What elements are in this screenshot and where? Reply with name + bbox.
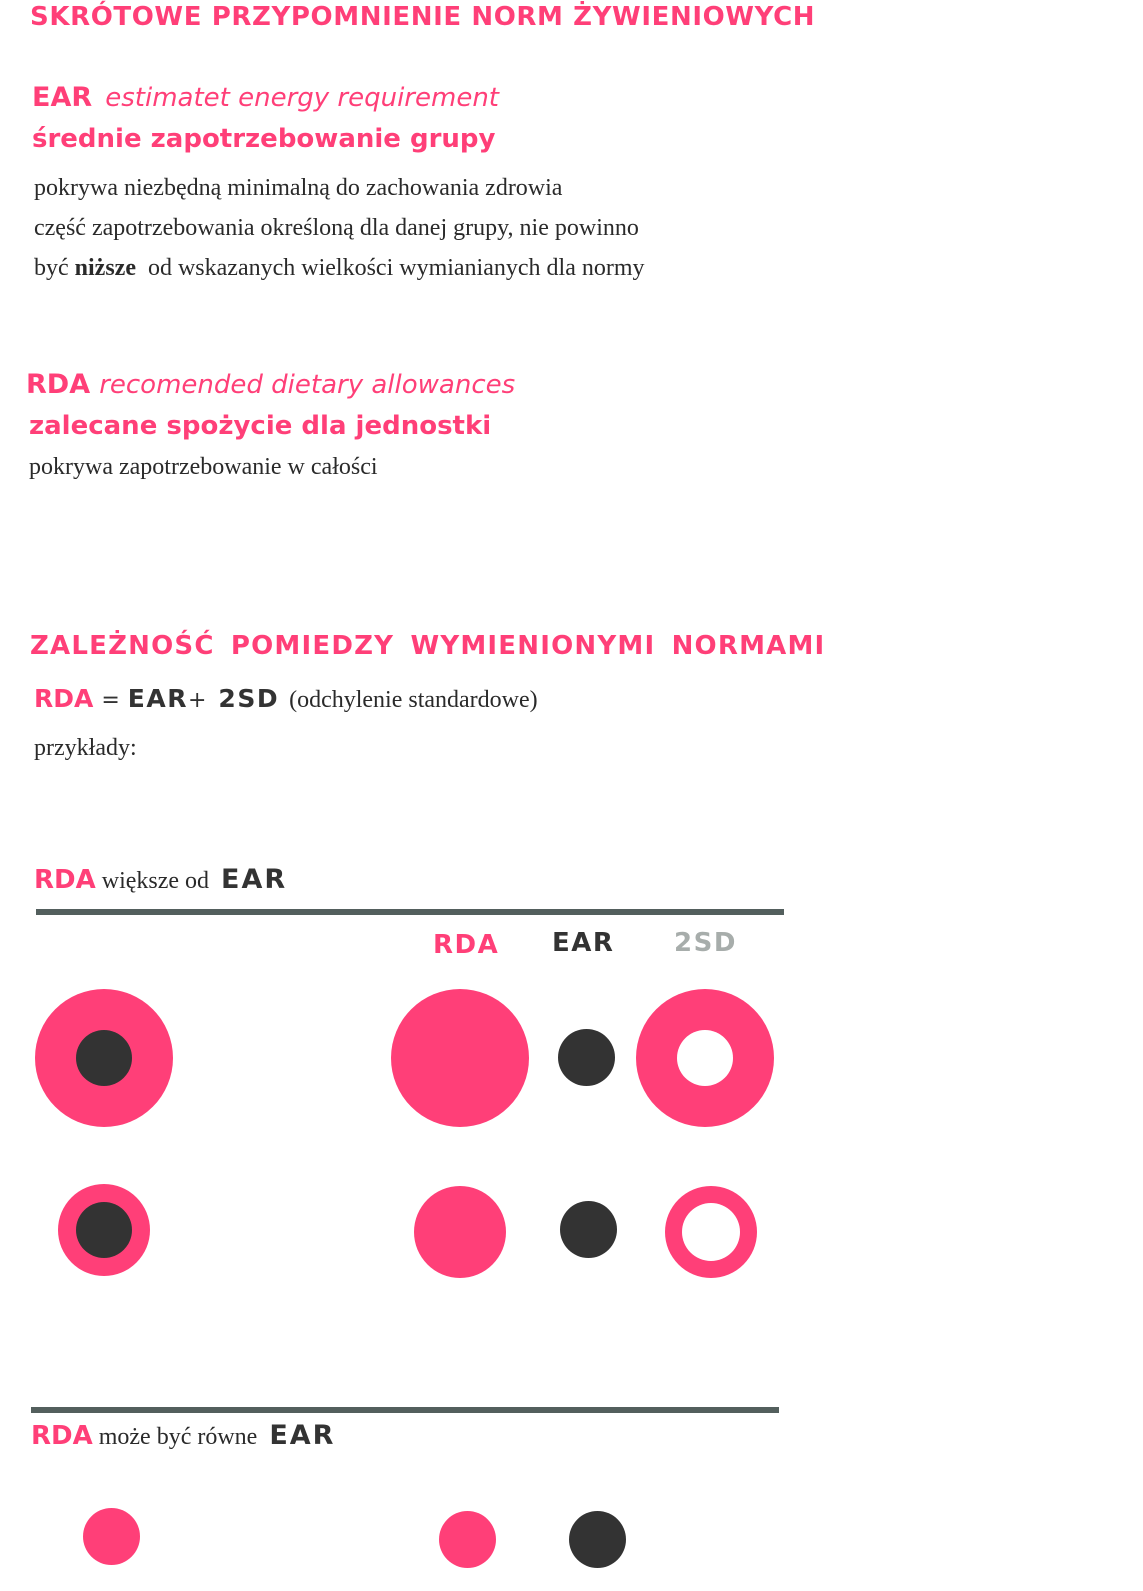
formula-note: (odchylenie standardowe)	[289, 687, 538, 713]
rda-circle-large	[391, 989, 529, 1127]
rda-polish-name: zalecane spożycie dla jednostki	[29, 411, 492, 441]
case1-divider	[36, 909, 784, 915]
case2-text: może być równe	[98, 1424, 258, 1450]
case1-ear: EAR	[221, 864, 288, 895]
case2-rda: RDA	[31, 1421, 93, 1451]
ear-circle-large	[558, 1029, 615, 1086]
ear-polish-name: średnie zapotrzebowanie grupy	[32, 124, 496, 154]
rda-circle-equal	[439, 1511, 496, 1568]
rda-abbr: RDA	[26, 369, 91, 400]
formula-rda: RDA	[34, 684, 94, 713]
case1-heading	[34, 864, 287, 895]
page-title: SKRÓTOWE PRZYPOMNIENIE NORM ŻYWIENIOWYCH	[30, 2, 816, 32]
formula-equals: =	[101, 688, 120, 713]
formula	[34, 684, 538, 714]
case1-text: większe od	[101, 868, 210, 894]
ear-desc-line-3-pre: być	[34, 255, 69, 281]
ear-description	[34, 168, 645, 288]
combined-inner-ear-large	[76, 1030, 132, 1086]
rda-description: pokrywa zapotrzebowanie w całości	[29, 454, 378, 480]
relation-title: ZALEŻNOŚĆ POMIEDZY WYMIENIONYMI NORMAMI	[30, 631, 826, 661]
ear-desc-line-3	[34, 248, 645, 288]
formula-ear: EAR	[127, 684, 188, 713]
case2-heading	[31, 1420, 335, 1451]
rda-circle-small	[414, 1186, 506, 1278]
rda-heading	[26, 369, 515, 400]
sd-ring-hole-small	[682, 1203, 740, 1261]
case2-divider	[31, 1407, 779, 1413]
ear-abbr: EAR	[32, 82, 93, 113]
col-label-2sd: 2SD	[674, 928, 737, 958]
combined-circle-equal	[83, 1508, 140, 1565]
rda-english-name: recomended dietary allowances	[99, 370, 516, 400]
formula-plus: +	[187, 688, 207, 713]
examples-label: przykłady:	[34, 735, 137, 761]
ear-desc-line-3-post: od wskazanych wielkości wymianianych dla normy	[147, 255, 645, 281]
ear-circle-small	[560, 1201, 617, 1258]
col-label-rda: RDA	[433, 930, 500, 960]
formula-2sd: 2SD	[218, 684, 280, 713]
ear-english-name: estimatet energy requirement	[105, 83, 499, 113]
ear-desc-line-2: część zapotrzebowania określoną dla danej grupy, nie powinno	[34, 215, 639, 241]
col-label-ear: EAR	[552, 928, 615, 958]
ear-circle-equal	[569, 1511, 626, 1568]
combined-inner-ear-small	[76, 1202, 132, 1258]
sd-ring-hole-large	[677, 1030, 733, 1086]
ear-desc-bold-word: niższe	[74, 255, 136, 281]
case2-ear: EAR	[269, 1420, 336, 1451]
case1-rda: RDA	[34, 865, 96, 895]
ear-desc-line-1: pokrywa niezbędną minimalną do zachowania zdrowia	[34, 175, 563, 201]
ear-heading	[32, 82, 499, 113]
